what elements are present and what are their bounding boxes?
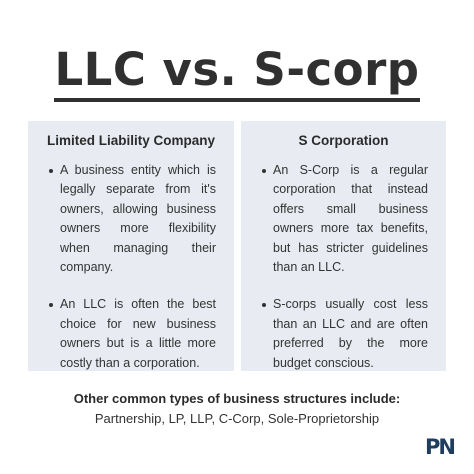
s-corp-panel [241, 121, 446, 371]
llc-bullet-list [28, 161, 234, 373]
s-corp-bullet-1: An S-Corp is a regular corporation that instead offers small business owners more tax benefits, but has stricter guidelines than an LLC. [273, 161, 428, 277]
llc-heading: Limited Liability Company [46, 133, 216, 148]
s-corp-heading: S Corporation [298, 133, 389, 148]
llc-bullet-2: An LLC is often the best choice for new business owners but is a little more costly than a corporation. [60, 295, 216, 373]
llc-bullet-1: A business entity which is legally separate from it's owners, allowing business owners more flexibility when managing their company. [60, 161, 216, 277]
llc-panel [28, 121, 234, 371]
s-corp-bullet-list [241, 161, 446, 373]
s-corp-bullet-2: S-corps usually cost less than an LLC and are often preferred by the more budget conscious. [273, 295, 428, 373]
page-title [0, 44, 474, 102]
pn-logo: PN [425, 435, 454, 459]
footer-structure-list: Partnership, LP, LLP, C-Corp, Sole-Proprietorship [94, 411, 380, 426]
footer-heading: Other common types of business structures include: [73, 391, 401, 406]
page-title-text: LLC vs. S-corp [54, 44, 419, 102]
